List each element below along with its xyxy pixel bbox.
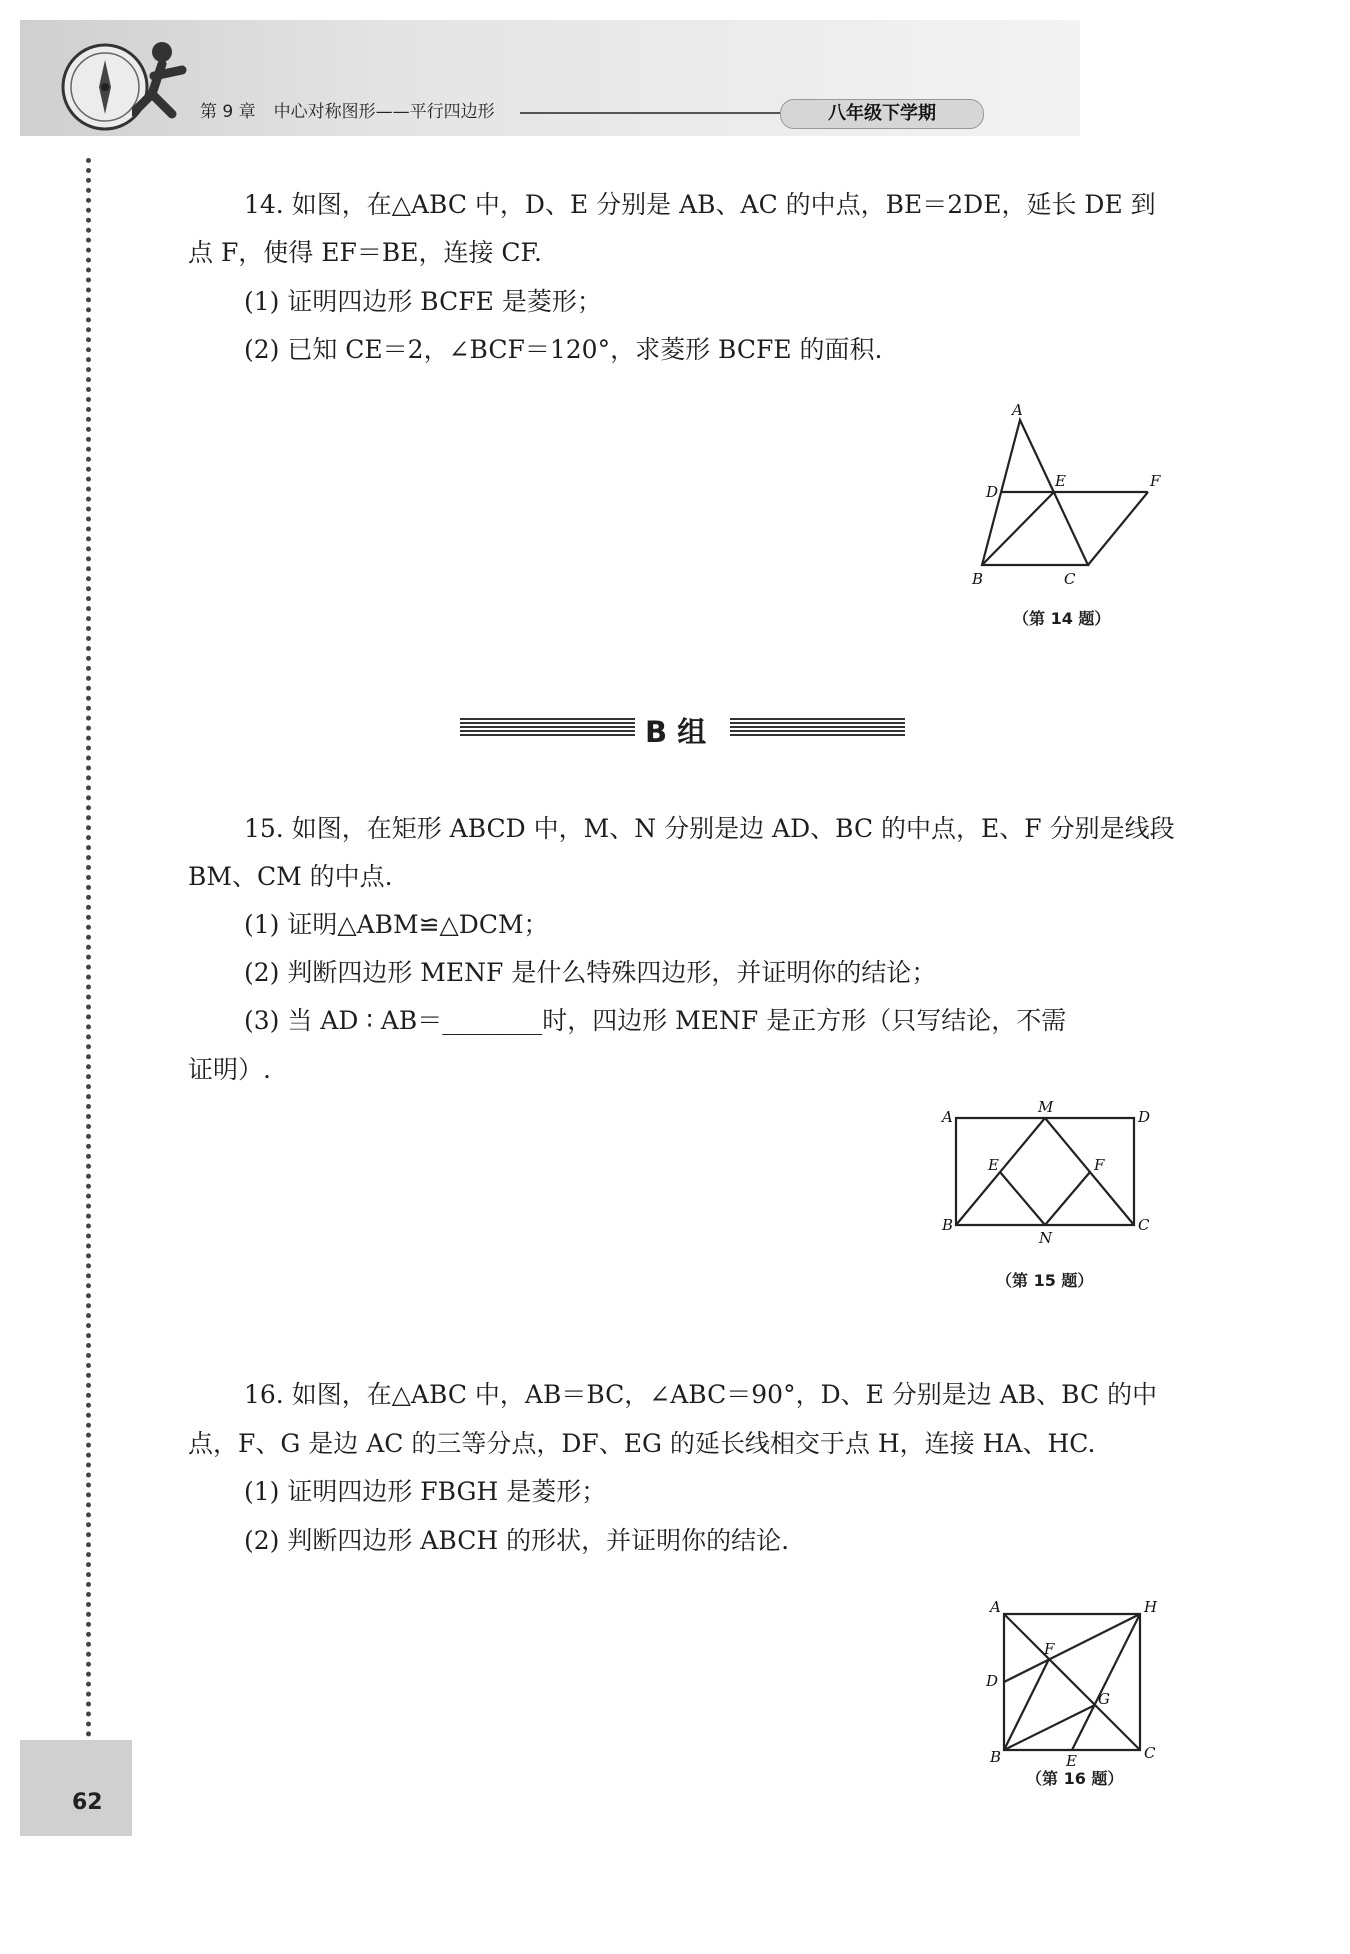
label-c: C: [1064, 570, 1076, 588]
q15-part3: (3) 当 AD ∶ AB＝________时，四边形 MENF 是正方形（只写结论，不需: [244, 1006, 1067, 1035]
label-a: A: [942, 1108, 953, 1126]
q16-caption: （第 16 题）: [1026, 1769, 1124, 1788]
segment-bf: [1004, 1659, 1049, 1750]
label-c: C: [1144, 1744, 1156, 1762]
segment-fn: [1045, 1172, 1090, 1225]
chapter-title: 中心对称图形——平行四边形: [273, 102, 495, 122]
q16-part1: (1) 证明四边形 FBGH 是菱形；: [244, 1477, 607, 1506]
label-e: E: [1066, 1752, 1077, 1770]
label-m: M: [1038, 1098, 1054, 1116]
label-g: G: [1098, 1690, 1110, 1708]
label-e: E: [988, 1156, 999, 1174]
q15-line2: BM、CM 的中点.: [188, 862, 393, 891]
label-f: F: [1150, 472, 1161, 490]
q15-part2: (2) 判断四边形 MENF 是什么特殊四边形，并证明你的结论；: [244, 958, 937, 987]
segment-cf: [1088, 492, 1148, 565]
page-tab: [20, 1740, 132, 1836]
figure-14: [960, 400, 1180, 600]
q15-part3-continued: 证明）.: [188, 1055, 271, 1084]
section-title: B 组: [645, 715, 707, 749]
label-a: A: [1012, 401, 1023, 419]
label-f: F: [1044, 1640, 1055, 1658]
q14-caption: （第 14 题）: [1013, 609, 1111, 628]
header-rule: [520, 112, 790, 114]
section-stripe-left: [460, 718, 635, 736]
label-c: C: [1138, 1216, 1150, 1234]
label-e: E: [1055, 472, 1066, 490]
segment-dh: [1004, 1614, 1140, 1682]
dotted-margin: [86, 158, 91, 1738]
q16-line1: 16. 如图，在△ABC 中，AB＝BC，∠ABC＝90°，D、E 分别是边 AB、BC 的中: [244, 1380, 1158, 1409]
rectangle-abcd: [956, 1118, 1134, 1225]
chapter-heading: [200, 97, 495, 122]
segment-be: [982, 492, 1054, 565]
q14-line2: 点 F，使得 EF＝BE，连接 CF.: [188, 238, 542, 267]
label-h: H: [1144, 1598, 1158, 1616]
segment-bg: [1004, 1705, 1095, 1750]
segment-eh: [1072, 1614, 1140, 1750]
segment-en: [1000, 1172, 1045, 1225]
page-number: 62: [72, 1790, 103, 1815]
figure-16: [980, 1590, 1180, 1770]
label-b: B: [942, 1216, 954, 1234]
label-d: D: [986, 1672, 999, 1690]
q15-caption: （第 15 题）: [996, 1271, 1094, 1290]
label-b: B: [972, 570, 984, 588]
q14-part1: (1) 证明四边形 BCFE 是菱形；: [244, 287, 602, 316]
q14-line1: 14. 如图，在△ABC 中，D、E 分别是 AB、AC 的中点，BE＝2DE，延长 DE 到: [244, 190, 1156, 219]
q16-line2: 点，F、G 是边 AC 的三等分点，DF、EG 的延长线相交于点 H，连接 HA、HC.: [188, 1429, 1096, 1458]
chapter-number: 第 9 章: [200, 102, 256, 122]
diagonal-ac: [1004, 1614, 1140, 1750]
grade-badge: 八年级下学期: [780, 99, 984, 129]
figure-15: [938, 1100, 1158, 1250]
label-b: B: [990, 1748, 1002, 1766]
label-f: F: [1094, 1156, 1105, 1174]
label-d: D: [986, 483, 999, 501]
label-d: D: [1138, 1108, 1151, 1126]
q14-part2: (2) 已知 CE＝2，∠BCF＝120°，求菱形 BCFE 的面积.: [244, 335, 883, 364]
section-stripe-right: [730, 718, 905, 736]
q15-part1: (1) 证明△ABM≌△DCM；: [244, 910, 549, 939]
q16-part2: (2) 判断四边形 ABCH 的形状，并证明你的结论.: [244, 1526, 790, 1555]
label-a: A: [990, 1598, 1001, 1616]
label-n: N: [1039, 1229, 1053, 1247]
q15-line1: 15. 如图，在矩形 ABCD 中，M、N 分别是边 AD、BC 的中点，E、F 分别是线段: [244, 814, 1175, 843]
